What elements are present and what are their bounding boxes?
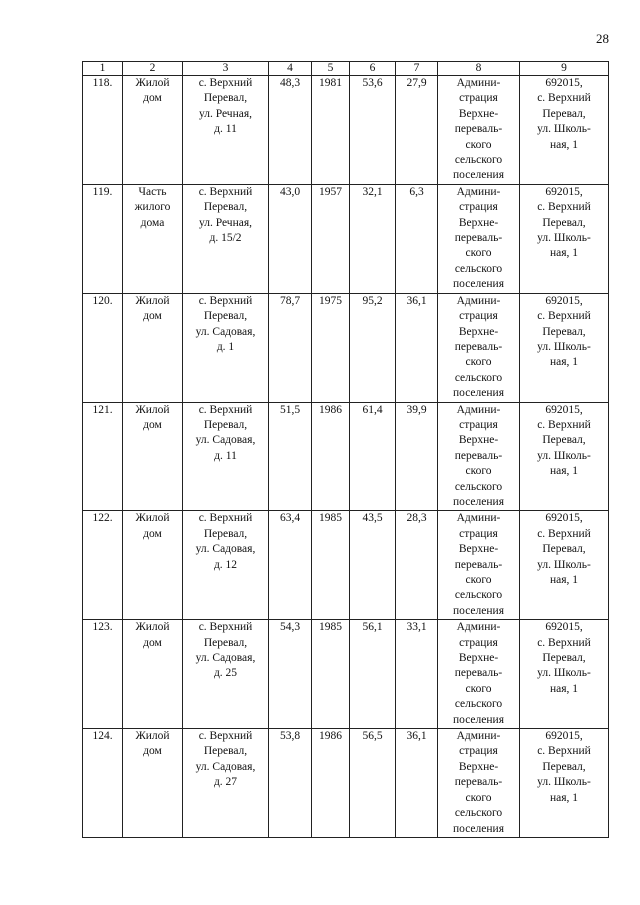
column-6-value: 43,5 [350, 511, 396, 620]
object-name: Жилой дом [123, 293, 183, 402]
object-address: с. Верхний Перевал, ул. Садовая, д. 27 [183, 729, 269, 838]
column-7-value: 28,3 [396, 511, 438, 620]
header-cell-4: 4 [269, 62, 312, 76]
column-6-value: 56,5 [350, 729, 396, 838]
area-value: 48,3 [269, 76, 312, 185]
table-row [83, 402, 609, 511]
object-address: с. Верхний Перевал, ул. Речная, д. 11 [183, 76, 269, 185]
column-6-value: 95,2 [350, 293, 396, 402]
year-value: 1985 [312, 620, 350, 729]
area-value: 53,8 [269, 729, 312, 838]
holder-address: 692015, с. Верхний Перевал, ул. Школь- ная, 1 [520, 511, 609, 620]
holder-name: Админи- страция Верхне- переваль- ского сельского поселения [438, 511, 520, 620]
column-7-value: 36,1 [396, 293, 438, 402]
area-value: 63,4 [269, 511, 312, 620]
table-header [83, 62, 609, 76]
year-value: 1985 [312, 511, 350, 620]
holder-address: 692015, с. Верхний Перевал, ул. Школь- ная, 1 [520, 729, 609, 838]
object-address: с. Верхний Перевал, ул. Речная, д. 15/2 [183, 184, 269, 293]
column-6-value: 56,1 [350, 620, 396, 729]
area-value: 78,7 [269, 293, 312, 402]
object-name: Жилой дом [123, 511, 183, 620]
holder-name: Админи- страция Верхне- переваль- ского сельского поселения [438, 293, 520, 402]
holder-name: Админи- страция Верхне- переваль- ского сельского поселения [438, 76, 520, 185]
page-number: 28 [596, 31, 609, 46]
holder-address: 692015, с. Верхний Перевал, ул. Школь- ная, 1 [520, 620, 609, 729]
column-6-value: 53,6 [350, 76, 396, 185]
header-cell-7: 7 [396, 62, 438, 76]
column-6-value: 32,1 [350, 184, 396, 293]
header-cell-1: 1 [83, 62, 123, 76]
column-7-value: 27,9 [396, 76, 438, 185]
area-value: 54,3 [269, 620, 312, 729]
object-address: с. Верхний Перевал, ул. Садовая, д. 12 [183, 511, 269, 620]
object-name: Жилой дом [123, 729, 183, 838]
row-number: 119. [83, 184, 123, 293]
object-name: Жилой дом [123, 76, 183, 185]
year-value: 1975 [312, 293, 350, 402]
table-row [83, 76, 609, 185]
row-number: 123. [83, 620, 123, 729]
header-cell-8: 8 [438, 62, 520, 76]
year-value: 1986 [312, 402, 350, 511]
column-7-value: 39,9 [396, 402, 438, 511]
header-cell-3: 3 [183, 62, 269, 76]
object-address: с. Верхний Перевал, ул. Садовая, д. 1 [183, 293, 269, 402]
object-address: с. Верхний Перевал, ул. Садовая, д. 25 [183, 620, 269, 729]
column-7-value: 6,3 [396, 184, 438, 293]
object-name: Часть жилого дома [123, 184, 183, 293]
holder-address: 692015, с. Верхний Перевал, ул. Школь- ная, 1 [520, 293, 609, 402]
object-name: Жилой дом [123, 402, 183, 511]
table-row [83, 511, 609, 620]
column-7-value: 36,1 [396, 729, 438, 838]
holder-address: 692015, с. Верхний Перевал, ул. Школь- ная, 1 [520, 184, 609, 293]
table-row [83, 620, 609, 729]
object-name: Жилой дом [123, 620, 183, 729]
header-row [83, 62, 609, 76]
area-value: 51,5 [269, 402, 312, 511]
header-cell-2: 2 [123, 62, 183, 76]
row-number: 118. [83, 76, 123, 185]
holder-name: Админи- страция Верхне- переваль- ского сельского поселения [438, 184, 520, 293]
object-address: с. Верхний Перевал, ул. Садовая, д. 11 [183, 402, 269, 511]
header-cell-5: 5 [312, 62, 350, 76]
row-number: 120. [83, 293, 123, 402]
year-value: 1957 [312, 184, 350, 293]
registry-table [82, 61, 609, 838]
holder-address: 692015, с. Верхний Перевал, ул. Школь- ная, 1 [520, 76, 609, 185]
column-7-value: 33,1 [396, 620, 438, 729]
area-value: 43,0 [269, 184, 312, 293]
year-value: 1981 [312, 76, 350, 185]
row-number: 122. [83, 511, 123, 620]
holder-name: Админи- страция Верхне- переваль- ского сельского поселения [438, 729, 520, 838]
table-body [83, 76, 609, 838]
row-number: 124. [83, 729, 123, 838]
year-value: 1986 [312, 729, 350, 838]
holder-name: Админи- страция Верхне- переваль- ского сельского поселения [438, 402, 520, 511]
holder-address: 692015, с. Верхний Перевал, ул. Школь- ная, 1 [520, 402, 609, 511]
row-number: 121. [83, 402, 123, 511]
table-row [83, 293, 609, 402]
header-cell-6: 6 [350, 62, 396, 76]
holder-name: Админи- страция Верхне- переваль- ского сельского поселения [438, 620, 520, 729]
table-row [83, 184, 609, 293]
header-cell-9: 9 [520, 62, 609, 76]
table-row [83, 729, 609, 838]
column-6-value: 61,4 [350, 402, 396, 511]
